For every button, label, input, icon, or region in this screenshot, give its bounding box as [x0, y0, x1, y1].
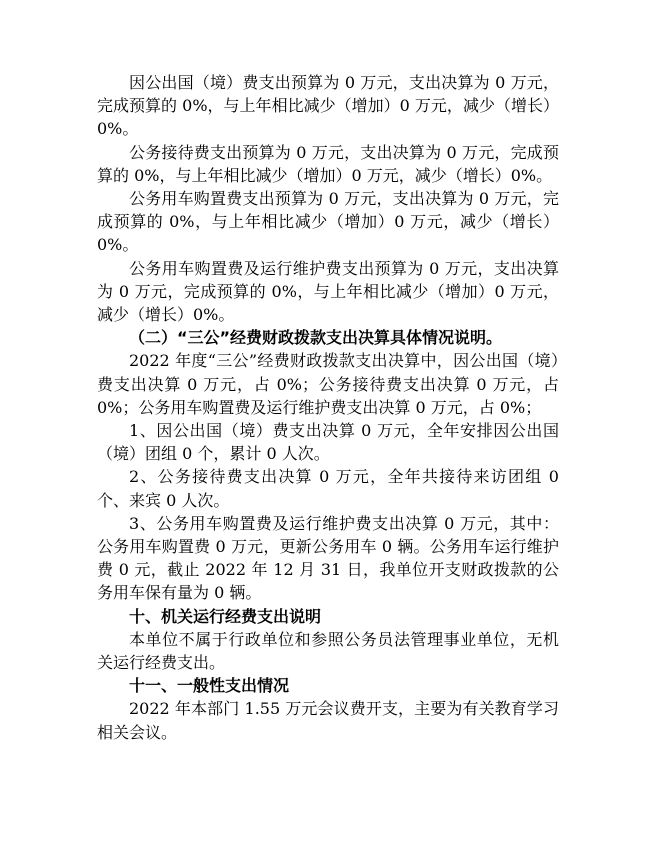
para-operating-expenses: 本单位不属于行政单位和参照公务员法管理事业单位，无机关运行经费支出。 [97, 629, 559, 673]
heading-section-eleven: 十一、一般性支出情况 [129, 676, 290, 696]
para-vehicle-total-budget: 公务用车购置费及运行维护费支出预算为 0 万元，支出决算为 0 万元，完成预算的 0%，与上年相比减少（增加）0 万元，减少（增长）0%。 [97, 258, 559, 325]
para-overseas-detail: 1、因公出国（境）费支出决算 0 万元，全年安排因公出国（境）团组 0 个，累计 0 人次。 [97, 421, 559, 464]
para-overseas-budget: 因公出国（境）费支出预算为 0 万元，支出决算为 0 万元，完成预算的 0%，与上年相比减少（增加）0 万元，减少（增长）0%。 [97, 73, 559, 139]
para-general-expenses: 2022 年本部门 1.55 万元会议费开支，主要为有关教育学习相关会议。 [97, 699, 559, 742]
para-reception-budget: 公务接待费支出预算为 0 万元，支出决算为 0 万元，完成预算的 0%，与上年相比减少（增加）0 万元，减少（增长）0%。 [97, 142, 559, 185]
para-vehicle-purchase-budget: 公务用车购置费支出预算为 0 万元，支出决算为 0 万元，完成预算的 0%，与上年相比减少（增加）0 万元，减少（增长）0%。 [97, 189, 559, 255]
para-vehicle-detail: 3、公务用车购置费及运行维护费支出决算 0 万元，其中：公务用车购置费 0 万元，更新公务用车 0 辆。公务用车运行维护费 0 元，截止 2022 年 12 月 31 日，我单位开支财政拨款的公务用车保有量为 0 辆。 [97, 513, 559, 603]
heading-section-ten: 十、机关运行经费支出说明 [129, 606, 322, 626]
para-reception-detail: 2、公务接待费支出决算 0 万元，全年共接待来访团组 0 个、来宾 0 人次。 [97, 467, 559, 510]
heading-three-public-detail: （二）“三公”经费财政拨款支出决算具体情况说明。 [129, 328, 503, 348]
para-three-public-summary: 2022 年度“三公”经费财政拨款支出决算中，因公出国（境）费支出决算 0 万元，占 0%；公务接待费支出决算 0 万元，占 0%；公务用车购置费及运行维护费支出决算 0 万元，占 0%； [97, 351, 559, 417]
document-page [97, 71, 559, 744]
